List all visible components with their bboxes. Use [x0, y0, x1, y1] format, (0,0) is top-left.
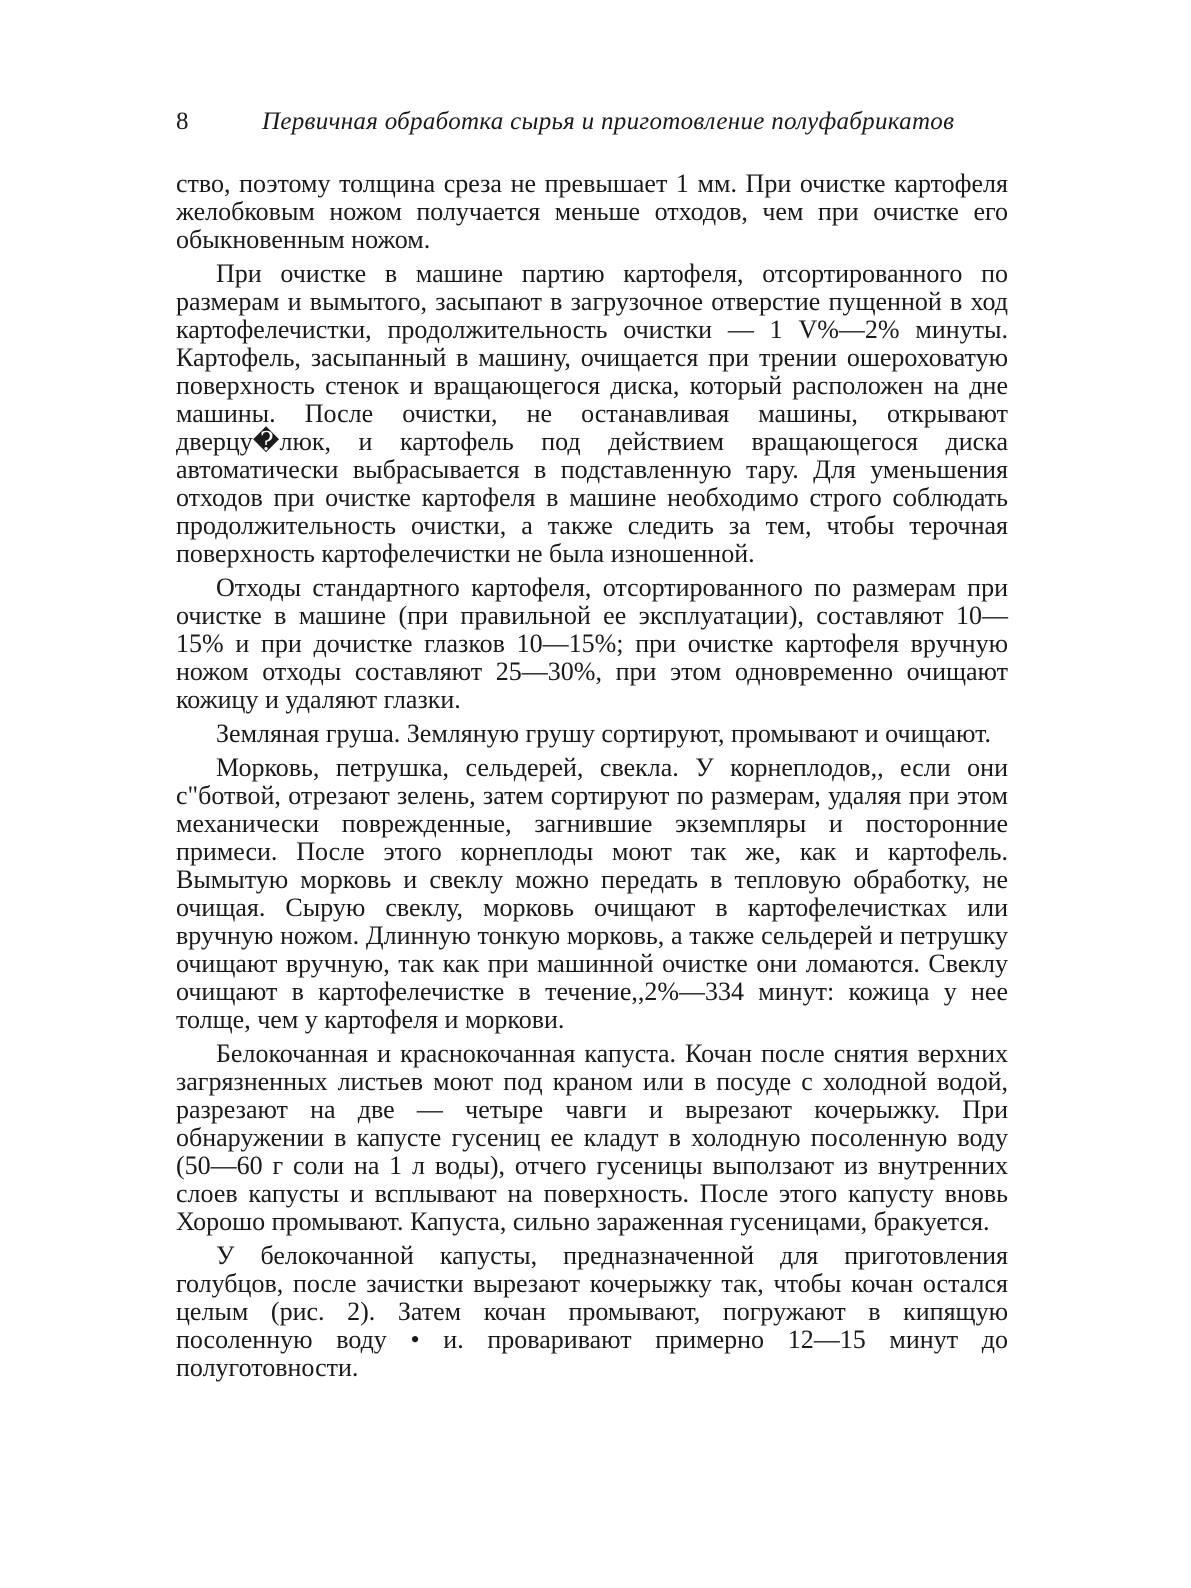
running-title: Первичная обработка сырья и приготовление полуфабрикатов — [262, 108, 955, 135]
paragraph: Морковь, петрушка, сельдерей, свекла. У корнеплодов,, если они с"ботвой, отрезают зелень, затем сортируют по размерам, удаляя при этом механически поврежденные, загнившие экземпляры и посторонние примеси. После этого корнеплоды моют так же, как и картофель. Вымытую морковь и свеклу можно передать в тепловую обработку, не очищая. Сырую свеклу, морковь очищают в картофелечистках или вручную ножом. Длинную тонкую морковь, а также сельдерей и петрушку очищают вручную, так как при машинной очистке они ломаются. Свеклу очищают в картофелечистке в течение,,2%—334 минут: кожица у нее толще, чем у картофеля и моркови. — [176, 753, 1008, 1034]
page-number: 8 — [176, 108, 189, 135]
paragraph: Отходы стандартного картофеля, отсортированного по размерам при очистке в машине (при правильной ее эксплуатации), составляют 10—15% и при дочистке глазков 10—15%; при очистке картофеля вручную ножом отходы составляют 25—30%, при этом одновременно очищают кожицу и удаляют глазки. — [176, 573, 1008, 714]
body-text — [176, 170, 1008, 1388]
running-head — [176, 104, 1008, 140]
paragraph: Белокочанная и краснокочанная капуста. Кочан после снятия верхних загрязненных листьев моют под краном или в посуде с холодной водой, разрезают на две — четыре чавги и вырезают кочерыжку. При обнаружении в капусте гусениц ее кладут в холодную посоленную воду (50—60 г соли на 1 л воды), отчего гусеницы выползают из внутренних слоев капусты и всплывают на поверхность. После этого капусту вновь Хорошо промывают. Капуста, сильно зараженная гусеницами, бракуется. — [176, 1039, 1008, 1236]
paragraph: При очистке в машине партию картофеля, отсортированного по размерам и вымытого, засыпают в загрузочное отверстие пущенной в ход картофелечистки, продолжительность очистки — 1 V%—2% минуты. Картофель, засыпанный в машину, очищается при трении ошероховатую поверхность стенок и вращающегося диска, который расположен на дне машины. После очистки, не останавливая машины, открывают дверцу�люк, и картофель под действием вращающегося диска автоматически выбрасывается в подставленную тару. Для уменьшения отходов при очистке картофеля в машине необходимо строго соблюдать продолжительность очистки, а также следить за тем, чтобы терочная поверхность картофелечистки не была изношенной. — [176, 259, 1008, 568]
paragraph: ство, поэтому толщина среза не превышает 1 мм. При очистке картофеля желобковым ножом получается меньше отходов, чем при очистке его обыкновенным ножом. — [176, 169, 1008, 254]
paragraph: У белокочанной капусты, предназначенной для приготовления голубцов, после зачистки вырезают кочерыжку так, чтобы кочан остался целым (рис. 2). Затем кочан промывают, погружают в кипящую посоленную воду • и. проваривают примерно 12—15 минут до полуготовности. — [176, 1241, 1008, 1382]
paragraph: Земляная груша. Земляную грушу сортируют, промывают и очищают. — [216, 719, 992, 748]
